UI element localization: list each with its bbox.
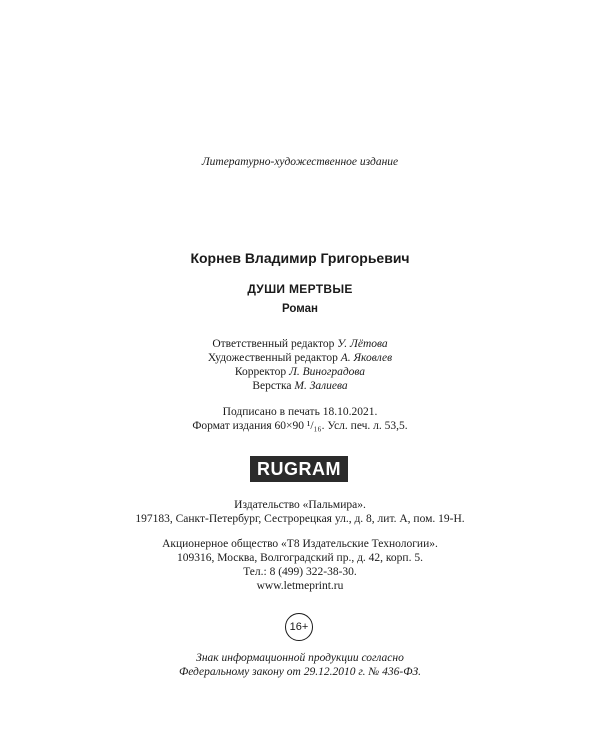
print-signed: Подписано в печать 18.10.2021. [222,406,378,418]
publisher-address: 197183, Санкт-Петербург, Сестрорецкая ул., д. 8, лит. А, пом. 19-Н. [135,513,465,525]
credit-line [0,337,600,351]
credit-line [0,351,600,365]
law-notice-line2: Федеральному закону от 29.12.2010 г. № 436-ФЗ. [178,666,422,678]
publisher-name: Издательство «Пальмира». [234,499,366,511]
edition-type: Литературно-художественное издание [201,156,399,168]
credit-person: У. Лётова [337,338,388,350]
credit-line [0,365,600,379]
print-format: Формат издания 60×90 ¹/₁₆. Усл. печ. л. 53,5. [192,420,408,432]
credit-role: Ответственный редактор [212,338,335,350]
credit-role: Верстка [252,380,292,392]
credit-person: А. Яковлев [340,352,393,364]
author-name: Корнев Владимир Григорьевич [190,250,410,266]
credit-role: Корректор [234,366,287,378]
credit-person: М. Залиева [294,380,348,392]
book-genre: Роман [282,303,318,315]
law-notice-line1: Знак информационной продукции согласно [196,652,404,664]
book-title: ДУШИ МЕРТВЫЕ [247,282,353,296]
printer-name: Акционерное общество «Т8 Издательские Технологии». [162,538,438,550]
publisher-logo: RUGRAM [250,456,348,482]
printer-address: 109316, Москва, Волгоградский пр., д. 42, корп. 5. [177,552,423,564]
age-rating-badge: 16+ [285,613,313,641]
credit-person: Л. Виноградова [289,366,366,378]
credit-role: Художественный редактор [207,352,338,364]
printer-website: www.letmeprint.ru [256,580,344,592]
printer-phone: Тел.: 8 (499) 322-38-30. [243,566,357,578]
credit-line [0,379,600,393]
